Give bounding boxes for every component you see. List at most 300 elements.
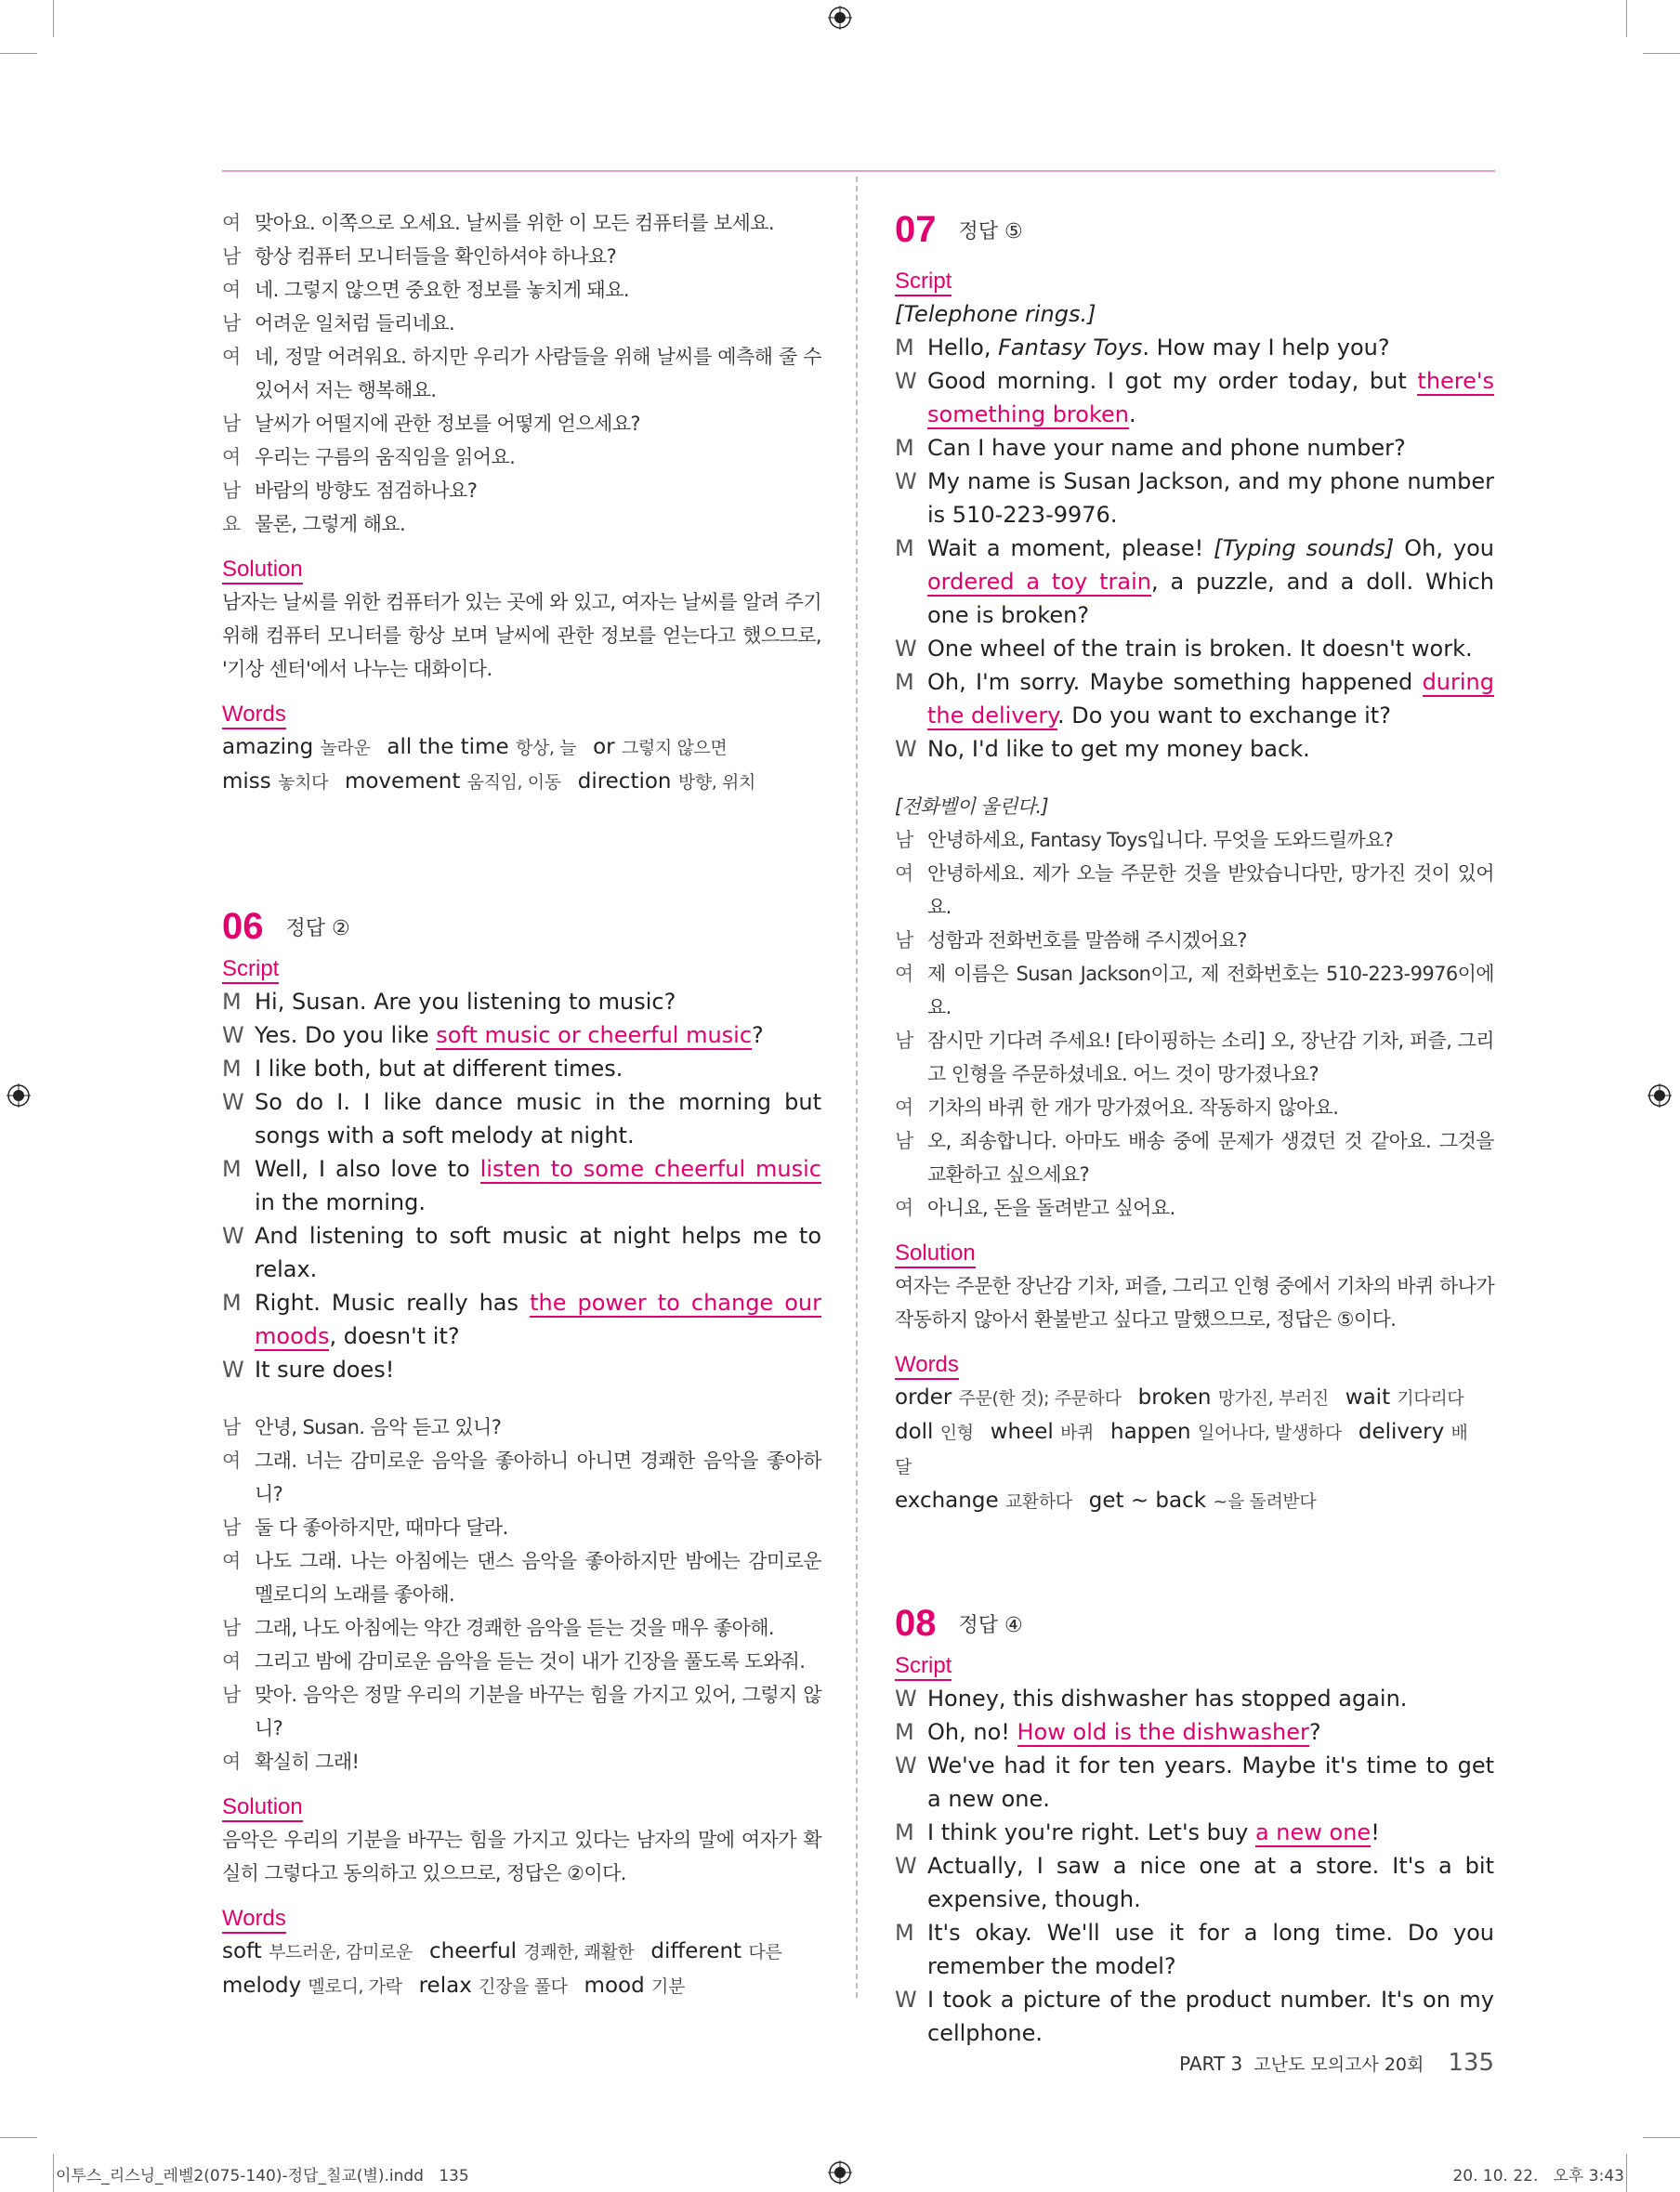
speaker-label: M <box>895 1819 914 1845</box>
line-text <box>255 1353 821 1386</box>
translation-block <box>895 823 1494 1225</box>
line-text <box>927 1916 1494 1983</box>
line-text: 성함과 전화번호를 말씀해 주시겠어요? <box>927 929 1247 952</box>
speaker-label: M <box>895 1920 914 1946</box>
line-text <box>927 632 1494 665</box>
highlighted-phrase: there's something broken <box>927 368 1494 427</box>
script-line <box>222 206 821 240</box>
text-run: Actually, I saw a nice one at a store. It's a bit expensive, though. <box>927 1853 1494 1912</box>
highlighted-phrase: a new one <box>1254 1819 1372 1845</box>
vocab-meaning: 기다리다 <box>1397 1388 1464 1409</box>
script-line <box>895 1849 1494 1916</box>
vocab-word: order <box>895 1385 959 1410</box>
answer-label: 정답 ④ <box>958 1613 1023 1637</box>
line-text <box>927 331 1494 364</box>
text-run: Right. Music really has <box>255 1290 531 1316</box>
script-line <box>895 331 1494 364</box>
speaker-label: M <box>895 335 914 361</box>
script-line <box>222 1411 821 1444</box>
line-text: 그래. 너는 감미로운 음악을 좋아하니 아니면 경쾌한 음악을 좋아하니? <box>255 1450 821 1505</box>
line-text: 우리는 구름의 움직임을 읽어요. <box>255 446 516 468</box>
vocab-item <box>387 735 576 759</box>
vocab-word: direction <box>577 769 678 794</box>
speaker-label: 남 <box>222 1516 241 1539</box>
text-run: It sure does! <box>255 1357 395 1383</box>
words-row <box>222 730 821 765</box>
line-text: 둘 다 좋아하지만, 때마다 달라. <box>255 1516 508 1539</box>
script-line <box>222 1444 821 1511</box>
text-run: Hi, Susan. Are you listening to music? <box>255 989 676 1015</box>
words-list <box>222 730 821 799</box>
vocab-meaning: 다른 <box>748 1942 782 1962</box>
words-row <box>895 1381 1494 1415</box>
speaker-label: 남 <box>222 1684 241 1706</box>
speaker-label: 여 <box>895 1096 913 1119</box>
highlighted-phrase: soft music or cheerful music <box>436 1022 753 1048</box>
vocab-meaning: 기분 <box>651 1976 685 1997</box>
script-line <box>895 1749 1494 1816</box>
speaker-label: W <box>895 636 917 662</box>
script-block <box>895 1682 1494 2050</box>
script-line <box>222 1645 821 1678</box>
text-run: Wait a moment, please! <box>927 535 1214 561</box>
vocab-meaning: 항상, 늘 <box>515 738 577 758</box>
vocab-meaning: 방향, 위치 <box>677 772 755 793</box>
speaker-label: 여 <box>222 1751 241 1773</box>
script-line <box>222 1353 821 1386</box>
speaker-label: W <box>222 1089 244 1115</box>
vocab-item <box>419 1974 568 1998</box>
words-row <box>222 1969 821 2003</box>
vocab-word: movement <box>344 769 467 794</box>
stage-direction: [전화벨이 울린다.] <box>895 795 1049 818</box>
script-line <box>895 823 1494 857</box>
right-column <box>895 206 1494 2050</box>
solution-text: 남자는 날씨를 위한 컴퓨터가 있는 곳에 와 있고, 여자는 날씨를 알려 주기 위해 컴퓨터 모니터를 항상 보며 날씨에 관한 정보를 얻는다고 했으므로, '기상 센터'에서 나누는 대화이다. <box>222 591 821 680</box>
speaker-label: M <box>895 1719 914 1745</box>
line-text: 확실히 그래! <box>255 1751 360 1773</box>
vocab-meaning: 부드러운, 감미로운 <box>269 1942 413 1962</box>
words-list <box>895 1381 1494 1518</box>
speaker-label: 요 <box>222 513 241 535</box>
crop-mark <box>0 2137 37 2138</box>
script-line <box>895 1091 1494 1124</box>
script-line <box>222 1678 821 1745</box>
answer-label: 정답 ② <box>285 916 350 940</box>
vocab-meaning: 놀라운 <box>320 738 371 758</box>
vocab-word: melody <box>222 1974 308 1998</box>
script-line <box>222 1018 821 1052</box>
script-line <box>222 1511 821 1544</box>
line-text <box>927 1849 1494 1916</box>
vocab-word: broken <box>1137 1385 1218 1410</box>
line-text <box>927 1749 1494 1816</box>
header-rule <box>222 170 1495 172</box>
speaker-label: 여 <box>222 1450 241 1472</box>
highlighted-phrase: How old is the dishwasher <box>1017 1719 1309 1745</box>
text-run: , doesn't it? <box>329 1323 460 1349</box>
line-text: 안녕하세요, Fantasy Toys입니다. 무엇을 도와드릴까요? <box>927 829 1394 851</box>
vocab-meaning: 바퀴 <box>1060 1423 1094 1443</box>
speaker-label: 남 <box>895 929 913 952</box>
vocab-meaning: 놓치다 <box>278 772 328 793</box>
line-text: 바람의 방향도 점검하나요? <box>255 479 478 502</box>
text-run: I think you're right. Let's buy <box>927 1819 1255 1845</box>
speaker-label: 남 <box>222 312 241 335</box>
speaker-label: 여 <box>222 1650 241 1673</box>
vocab-item <box>1138 1385 1329 1410</box>
solution-heading: Solution <box>895 1238 1494 1269</box>
vocab-item <box>991 1420 1094 1444</box>
vocab-item <box>584 1974 685 1998</box>
line-text: 기차의 바퀴 한 개가 망가졌어요. 작동하지 않아요. <box>927 1096 1339 1119</box>
text-run: Can I have your name and phone number? <box>927 435 1406 461</box>
speaker-label: 여 <box>895 1197 913 1219</box>
line-text <box>255 1152 821 1219</box>
solution-heading: Solution <box>222 554 821 585</box>
answer-label: 정답 ⑤ <box>958 219 1023 243</box>
vocab-word: exchange <box>895 1489 1005 1513</box>
column-divider <box>856 177 858 1998</box>
speaker-label: M <box>895 669 914 695</box>
line-text: 나도 그래. 나는 아침에는 댄스 음악을 좋아하지만 밤에는 감미로운 멜로디의 노래를 좋아해. <box>255 1550 821 1606</box>
speaker-label: 여 <box>895 963 913 985</box>
line-text <box>927 465 1494 532</box>
footer-part: PART 3 <box>1179 2053 1243 2075</box>
script-line <box>222 440 821 474</box>
script-line <box>895 732 1494 766</box>
page-number: 135 <box>1448 2049 1494 2077</box>
left-column <box>222 206 821 2003</box>
speaker-label: M <box>222 989 242 1015</box>
vocab-word: different <box>650 1939 749 1963</box>
vocab-word: wait <box>1345 1385 1398 1410</box>
vocab-meaning: 망가진, 부러진 <box>1217 1388 1329 1409</box>
script-line <box>895 364 1494 431</box>
vocab-word: delivery <box>1358 1420 1451 1444</box>
script-line <box>222 1219 821 1286</box>
slug-date: 20. 10. 22. 오후 3:43 <box>1452 2167 1624 2185</box>
line-text: 안녕하세요. 제가 오늘 주문한 것을 받았습니다만, 망가진 것이 있어요. <box>927 862 1494 918</box>
vocab-item <box>1110 1420 1342 1444</box>
vocab-meaning: 경쾌한, 쾌활한 <box>523 1942 635 1962</box>
solution-text: 여자는 주문한 장난감 기차, 퍼즐, 그리고 인형 중에서 기차의 바퀴 하나가 작동하지 않아서 환불받고 싶다고 말했으므로, 정답은 ⑤이다. <box>895 1275 1494 1331</box>
vocab-item <box>222 1974 402 1998</box>
vocab-item <box>650 1939 781 1963</box>
line-text <box>927 1682 1494 1715</box>
question-number: 08 <box>895 1603 937 1644</box>
vocab-item <box>1089 1489 1317 1513</box>
line-text: 그리고 밤에 감미로운 음악을 듣는 것이 내가 긴장을 풀도록 도와줘. <box>255 1650 806 1673</box>
line-text <box>927 665 1494 732</box>
script-line <box>222 1544 821 1611</box>
text-run: And listening to soft music at night helps me to relax. <box>255 1223 821 1282</box>
crop-mark <box>1626 2154 1627 2192</box>
script-line <box>895 1124 1494 1191</box>
line-text: 잠시만 기다려 주세요! [타이핑하는 소리] 오, 장난감 기차, 퍼즐, 그리고 인형을 주문하셨네요. 어느 것이 망가졌나요? <box>927 1030 1494 1085</box>
vocab-word: doll <box>895 1420 940 1444</box>
speaker-label: 여 <box>222 279 241 301</box>
speaker-label: W <box>222 1357 244 1383</box>
vocab-item <box>345 769 561 794</box>
vocab-item <box>429 1939 634 1963</box>
speaker-label: M <box>222 1056 242 1082</box>
script-heading: Script <box>895 1650 1494 1682</box>
vocab-word: soft <box>222 1939 269 1963</box>
highlighted-phrase: during the delivery <box>927 669 1494 728</box>
vocab-word: happen <box>1110 1420 1198 1444</box>
speaker-label: 남 <box>895 1030 913 1052</box>
line-text: 맞아. 음악은 정말 우리의 기분을 바꾸는 힘을 가지고 있어, 그렇지 않니? <box>255 1684 821 1739</box>
vocab-word: mood <box>584 1974 652 1998</box>
script-line <box>895 1983 1494 2050</box>
speaker-label: M <box>895 535 914 561</box>
line-text <box>927 732 1494 766</box>
speaker-label: 남 <box>222 1416 241 1438</box>
text-run: in the morning. <box>255 1189 426 1215</box>
line-text: 안녕, Susan. 음악 듣고 있니? <box>255 1416 502 1438</box>
words-heading: Words <box>222 699 821 730</box>
script-line <box>222 1611 821 1645</box>
line-text: 날씨가 어떨지에 관한 정보를 어떻게 얻으세요? <box>255 413 640 435</box>
highlighted-phrase: the power to change our moods <box>255 1290 822 1349</box>
script-line <box>222 307 821 340</box>
highlighted-phrase: listen to some cheerful music <box>479 1156 821 1182</box>
translation-block <box>222 206 821 541</box>
text-run: It's okay. We'll use it for a long time. Do you remember the model? <box>927 1920 1494 1979</box>
speaker-label: M <box>895 435 914 461</box>
script-line <box>895 1682 1494 1715</box>
line-text <box>927 364 1494 431</box>
line-text: 오, 죄송합니다. 아마도 배송 중에 문제가 생겼던 것 같아요. 그것을 교환하고 싶으세요? <box>927 1130 1494 1186</box>
text-run: Hello, <box>927 335 999 361</box>
script-line <box>222 1152 821 1219</box>
crop-mark <box>53 2154 54 2192</box>
text-run: Well, I also love to <box>255 1156 480 1182</box>
line-text: 그래, 나도 아침에는 약간 경쾌한 음악을 듣는 것을 매우 좋아해. <box>255 1617 774 1639</box>
vocab-word: wheel <box>990 1420 1061 1444</box>
text-run: I took a picture of the product number. It's on my cellphone. <box>927 1987 1494 2046</box>
script-line <box>222 1085 821 1152</box>
words-row <box>222 765 821 799</box>
script-line <box>222 507 821 541</box>
script-line <box>895 1191 1494 1225</box>
speaker-label: 남 <box>222 245 241 268</box>
text-run: So do I. I like dance music in the morning but songs with a soft melody at night. <box>255 1089 821 1149</box>
text-run: Good morning. I got my order today, but <box>927 368 1418 394</box>
line-text <box>927 1983 1494 2050</box>
speaker-label: 여 <box>222 346 241 368</box>
translation-block <box>222 1411 821 1779</box>
line-text: 제 이름은 Susan Jackson이고, 제 전화번호는 510-223-9976이에요. <box>927 963 1494 1018</box>
vocab-meaning: 긴장을 풀다 <box>479 1976 568 1997</box>
line-text <box>255 1085 821 1152</box>
text-run: Oh, no! <box>927 1719 1017 1745</box>
speaker-label: M <box>222 1156 242 1182</box>
line-text <box>927 532 1494 632</box>
words-row <box>222 1935 821 1969</box>
speaker-label: W <box>895 736 917 762</box>
line-text: 물론, 그렇게 해요. <box>255 513 406 535</box>
footer-title: 고난도 모의고사 20회 <box>1253 2054 1424 2075</box>
line-text <box>927 1715 1494 1749</box>
script-heading: Script <box>895 266 1494 297</box>
script-line <box>222 273 821 307</box>
stage-direction: [Telephone rings.] <box>895 301 1096 327</box>
speaker-label: W <box>222 1223 244 1249</box>
vocab-meaning: 그렇지 않으면 <box>621 738 728 758</box>
text-run: Oh, you <box>1394 535 1494 561</box>
line-text: 네. 그렇지 않으면 중요한 정보를 놓치게 돼요. <box>255 279 629 301</box>
vocab-meaning: ~을 돌려받다 <box>1213 1491 1317 1512</box>
speaker-label: 남 <box>895 829 913 851</box>
text-run: ? <box>752 1022 764 1048</box>
line-text <box>255 1018 821 1052</box>
words-row <box>895 1415 1494 1484</box>
line-text <box>255 1219 821 1286</box>
line-text <box>255 1286 821 1353</box>
vocab-word: get ~ back <box>1088 1489 1214 1513</box>
text-run: One wheel of the train is broken. It doesn't work. <box>927 636 1473 662</box>
speaker-label: W <box>895 468 917 494</box>
italic-text: [Typing sounds] <box>1214 535 1395 561</box>
question-header <box>895 1600 1494 1647</box>
script-line <box>895 857 1494 924</box>
speaker-label: 여 <box>222 446 241 468</box>
crop-mark <box>0 53 37 54</box>
script-line <box>222 985 821 1018</box>
line-text <box>927 1816 1494 1849</box>
script-line <box>895 632 1494 665</box>
text-run: We've had it for ten years. Maybe it's time to get a new one. <box>927 1752 1494 1812</box>
words-heading: Words <box>222 1903 821 1935</box>
crop-mark <box>53 0 54 37</box>
script-line <box>895 431 1494 465</box>
speaker-label: 여 <box>222 212 241 234</box>
text-run: . How may I help you? <box>1142 335 1390 361</box>
vocab-item <box>593 735 727 759</box>
script-heading: Script <box>222 953 821 985</box>
vocab-word: cheerful <box>429 1939 524 1963</box>
speaker-label: 남 <box>222 479 241 502</box>
text-run: ! <box>1371 1819 1380 1845</box>
speaker-label: 여 <box>222 1550 241 1572</box>
script-line <box>895 532 1494 632</box>
script-line <box>895 465 1494 532</box>
script-line <box>895 1715 1494 1749</box>
speaker-label: W <box>895 1987 917 2013</box>
script-line <box>222 474 821 507</box>
script-line <box>895 1024 1494 1091</box>
vocab-word: relax <box>418 1974 479 1998</box>
line-text: 항상 컴퓨터 모니터들을 확인하셔야 하나요? <box>255 245 617 268</box>
solution-text: 음악은 우리의 기분을 바꾸는 힘을 가지고 있다는 남자의 말에 여자가 확실히 그렇다고 동의하고 있으므로, 정답은 ②이다. <box>222 1829 821 1884</box>
speaker-label: W <box>895 1752 917 1779</box>
vocab-word: amazing <box>222 735 321 759</box>
question-number: 07 <box>895 209 937 250</box>
vocab-word: miss <box>222 769 279 794</box>
script-line <box>222 240 821 273</box>
solution-heading: Solution <box>222 1792 821 1823</box>
registration-mark-icon <box>828 6 852 30</box>
text-run: ? <box>1308 1719 1321 1745</box>
script-line <box>222 1286 821 1353</box>
registration-mark-icon <box>7 1083 31 1108</box>
text-run: My name is Susan Jackson, and my phone number is 510-223-9976. <box>927 468 1494 528</box>
script-block <box>222 985 821 1386</box>
line-text <box>255 985 821 1018</box>
speaker-label: W <box>222 1022 244 1048</box>
vocab-meaning: 멜로디, 가락 <box>308 1976 402 1997</box>
words-row <box>895 1484 1494 1518</box>
vocab-word: or <box>593 735 622 759</box>
vocab-item <box>578 769 755 794</box>
line-text: 맞아요. 이쪽으로 오세요. 날씨를 위한 이 모든 컴퓨터를 보세요. <box>255 212 774 234</box>
vocab-meaning: 교환하다 <box>1004 1491 1072 1512</box>
text-run: No, I'd like to get my money back. <box>927 736 1310 762</box>
highlighted-phrase: ordered a toy train <box>927 569 1151 595</box>
words-heading: Words <box>895 1349 1494 1381</box>
script-line <box>895 924 1494 957</box>
speaker-label: W <box>895 368 917 394</box>
text-run: , a puzzle, and a doll. Which one is broken? <box>927 569 1494 628</box>
vocab-meaning: 주문(한 것); 주문하다 <box>958 1388 1122 1409</box>
vocab-item <box>222 1939 413 1963</box>
vocab-item <box>895 1489 1072 1513</box>
line-text <box>255 1052 821 1085</box>
vocab-meaning: 일어나다, 발생하다 <box>1197 1423 1342 1443</box>
italic-text: Fantasy Toys <box>998 335 1143 361</box>
vocab-word: all the time <box>387 735 516 759</box>
script-line <box>222 340 821 407</box>
registration-mark-icon <box>1647 1083 1672 1108</box>
line-text: 아니요, 돈을 돌려받고 싶어요. <box>927 1197 1175 1219</box>
text-run: I like both, but at different times. <box>255 1056 623 1082</box>
line-text: 네, 정말 어려워요. 하지만 우리가 사람들을 위해 날씨를 예측해 줄 수 있어서 저는 행복해요. <box>255 346 821 401</box>
text-run: Oh, I'm sorry. Maybe something happened <box>927 669 1423 695</box>
speaker-label: 여 <box>895 862 913 885</box>
script-line <box>895 957 1494 1024</box>
crop-mark <box>1626 0 1627 37</box>
vocab-meaning: 움직임, 이동 <box>466 772 561 793</box>
script-line <box>895 1916 1494 1983</box>
text-run: Honey, this dishwasher has stopped again. <box>927 1686 1408 1712</box>
text-run: . <box>1128 401 1136 427</box>
vocab-item <box>222 735 370 759</box>
words-list <box>222 1935 821 2003</box>
vocab-item <box>895 1420 974 1444</box>
vocab-item <box>222 769 328 794</box>
speaker-label: 남 <box>895 1130 913 1152</box>
vocab-meaning: 인형 <box>939 1423 974 1443</box>
vocab-meaning: 배달 <box>895 1423 1468 1477</box>
crop-mark <box>1643 2137 1680 2138</box>
crop-mark <box>1643 53 1680 54</box>
speaker-label: W <box>895 1686 917 1712</box>
vocab-item <box>895 1385 1122 1410</box>
script-block <box>895 331 1494 766</box>
script-line <box>222 1745 821 1779</box>
script-line <box>895 1816 1494 1849</box>
script-line <box>895 665 1494 732</box>
page-footer <box>1179 2049 1494 2077</box>
text-run: Yes. Do you like <box>255 1022 437 1048</box>
speaker-label: 남 <box>222 1617 241 1639</box>
speaker-label: 남 <box>222 413 241 435</box>
speaker-label: M <box>222 1290 242 1316</box>
script-line <box>222 1052 821 1085</box>
question-header <box>895 206 1494 253</box>
